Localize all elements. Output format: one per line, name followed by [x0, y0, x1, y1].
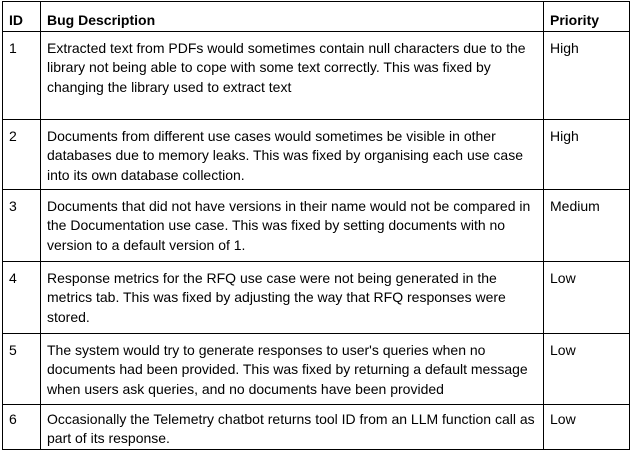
table-header-row [3, 2, 630, 32]
cell-id: 2 [3, 119, 41, 189]
cell-description: Extracted text from PDFs would sometimes contain null characters due to the library not being able to cope with some text correctly. This was fixed by changing the library used to extract text [41, 31, 544, 119]
cell-priority: High [544, 31, 630, 119]
table-row [3, 261, 630, 333]
cell-description: Occasionally the Telemetry chatbot returns tool ID from an LLM function call as part of its response. [41, 404, 544, 449]
cell-id: 4 [3, 261, 41, 333]
cell-description: Documents from different use cases would sometimes be visible in other databases due to memory leaks. This was fixed by organising each use case into its own database collection. [41, 119, 544, 189]
cell-id: 3 [3, 189, 41, 261]
table-row [3, 189, 630, 261]
cell-description: The system would try to generate responses to user's queries when no documents had been provided. This was fixed by returning a default message when users ask queries, and no documents have been provided [41, 333, 544, 404]
header-bug-description: Bug Description [41, 2, 544, 32]
cell-priority: Low [544, 261, 630, 333]
cell-id: 6 [3, 404, 41, 449]
cell-id: 1 [3, 31, 41, 119]
table-row [3, 31, 630, 119]
cell-id: 5 [3, 333, 41, 404]
header-id: ID [3, 2, 41, 32]
cell-priority: High [544, 119, 630, 189]
cell-description: Documents that did not have versions in their name would not be compared in the Documentation use case. This was fixed by setting documents with no version to a default version of 1. [41, 189, 544, 261]
table-row [3, 333, 630, 404]
cell-priority: Low [544, 333, 630, 404]
cell-priority: Medium [544, 189, 630, 261]
bug-table [2, 1, 630, 450]
cell-priority: Low [544, 404, 630, 449]
table-row [3, 404, 630, 449]
cell-description: Response metrics for the RFQ use case were not being generated in the metrics tab. This was fixed by adjusting the way that RFQ responses were stored. [41, 261, 544, 333]
table-row [3, 119, 630, 189]
header-priority: Priority [544, 2, 630, 32]
